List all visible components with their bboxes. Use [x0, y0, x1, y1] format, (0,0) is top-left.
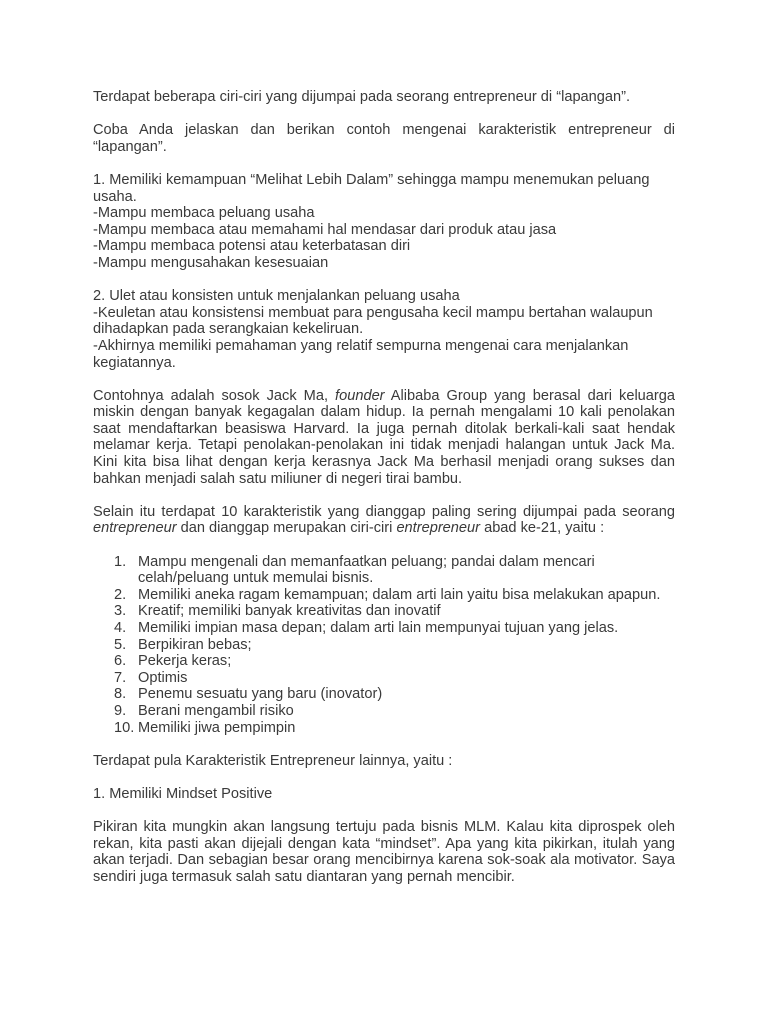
section-2 [93, 288, 675, 371]
list-number: 9. [114, 702, 127, 719]
document-page [93, 89, 675, 886]
list-number: 7. [114, 669, 127, 686]
ten-characteristics-intro [93, 504, 675, 537]
ten-intro-part: abad ke-21, yaitu : [484, 520, 605, 537]
example-text-rest: Alibaba Group yang berasal dari keluarga miskin dengan banyak kegagalan dalam hidup. Ia pernah mengalami 10 kali penolakan saat mendaftarkan beasiswa Harvard. Ia juga pernah ditolak berkali-kali saat hendak melamar kerja. Tetapi penolakan-penolakan ini tidak menjadi halangan untuk Jack Ma. Kini kita bisa lihat dengan kerja kerasnya Jack Ma berhasil menjadi orang sukses dan bahkan menjadi salah satu miliuner di negeri tirai bambu. [93, 387, 676, 487]
ten-intro-part: Selain itu terdapat 10 karakteristik yang dianggap paling sering dijumpai pada seorang [93, 503, 675, 520]
section-2-item: -Keuletan atau konsistensi membuat para pengusaha kecil mampu bertahan walaupun dihadapkan pada serangkaian kekeliruan. [93, 304, 653, 338]
list-text: Kreatif; memiliki banyak kreativitas dan inovatif [138, 603, 441, 620]
list-number: 2. [114, 586, 127, 603]
list-item [93, 637, 675, 654]
list-text: Pekerja keras; [138, 653, 232, 670]
list-text: Memiliki aneka ragam kemampuan; dalam arti lain yaitu bisa melakukan apapun. [138, 586, 661, 603]
list-item [93, 620, 675, 637]
list-number: 8. [114, 686, 127, 703]
section-1-item: -Mampu membaca potensi atau keterbatasan diri [93, 238, 411, 255]
list-number: 3. [114, 603, 127, 620]
list-number: 10. [114, 719, 135, 736]
section-1-item: -Mampu membaca peluang usaha [93, 205, 315, 222]
list-text: Berani mengambil risiko [138, 702, 294, 719]
characteristics-list [93, 554, 675, 737]
ten-intro-italic: entrepreneur [396, 520, 481, 537]
list-text: Memiliki impian masa depan; dalam arti lain mempunyai tujuan yang jelas. [138, 620, 619, 636]
list-text: Optimis [138, 669, 188, 686]
list-number: 5. [114, 636, 127, 653]
example-paragraph [93, 388, 675, 488]
list-item [93, 653, 675, 670]
list-item [93, 720, 675, 737]
section-2-heading: 2. Ulet atau konsisten untuk menjalankan peluang usaha [93, 288, 460, 305]
section-1-item: -Mampu membaca atau memahami hal mendasar dari produk atau jasa [93, 221, 557, 238]
other-characteristics-intro: Terdapat pula Karakteristik Entrepreneur lainnya, yaitu : [93, 752, 453, 769]
section-1-item: -Mampu mengusahakan kesesuaian [93, 254, 329, 271]
section-2-item: -Akhirnya memiliki pemahaman yang relatif sempurna mengenai cara menjalankan kegiatannya. [93, 337, 629, 371]
mindset-heading: 1. Memiliki Mindset Positive [93, 785, 273, 802]
list-item [93, 603, 675, 620]
intro-question: Coba Anda jelaskan dan berikan contoh mengenai karakteristik entrepreneur di “lapangan”. [93, 122, 675, 155]
example-text-start: Contohnya adalah sosok Jack Ma, [93, 387, 328, 404]
intro-line: Terdapat beberapa ciri-ciri yang dijumpai pada seorang entrepreneur di “lapangan”. [93, 89, 631, 105]
list-number: 6. [114, 653, 127, 670]
list-text: Mampu mengenali dan memanfaatkan peluang; pandai dalam mencari celah/peluang untuk memulai bisnis. [138, 553, 595, 587]
list-text: Penemu sesuatu yang baru (inovator) [138, 686, 383, 703]
list-item [93, 670, 675, 687]
list-item [93, 587, 675, 604]
ten-intro-italic: entrepreneur [93, 520, 177, 537]
list-item [93, 703, 675, 720]
section-1 [93, 172, 675, 272]
list-item [93, 686, 675, 703]
list-text: Memiliki jiwa pempimpin [138, 719, 296, 736]
list-item [93, 554, 675, 587]
list-text: Berpikiran bebas; [138, 636, 252, 653]
mindset-paragraph: Pikiran kita mungkin akan langsung tertuju pada bisnis MLM. Kalau kita diprospek oleh rekan, kita pasti akan dijejali dengan kata “mindset”. Apa yang kita pikirkan, itulah yang akan terjadi. Dan sebagian besar orang mencibirnya karena sok-soak ala motivator. Saya sendiri juga termasuk salah satu diantaran yang pernah mencibir. [93, 819, 675, 885]
section-1-heading: 1. Memiliki kemampuan “Melihat Lebih Dalam” sehingga mampu menemukan peluang usaha. [93, 171, 650, 205]
example-italic: founder [335, 387, 385, 404]
list-number: 1. [114, 553, 127, 570]
ten-intro-part: dan dianggap merupakan ciri-ciri [180, 520, 393, 537]
list-number: 4. [114, 620, 127, 636]
